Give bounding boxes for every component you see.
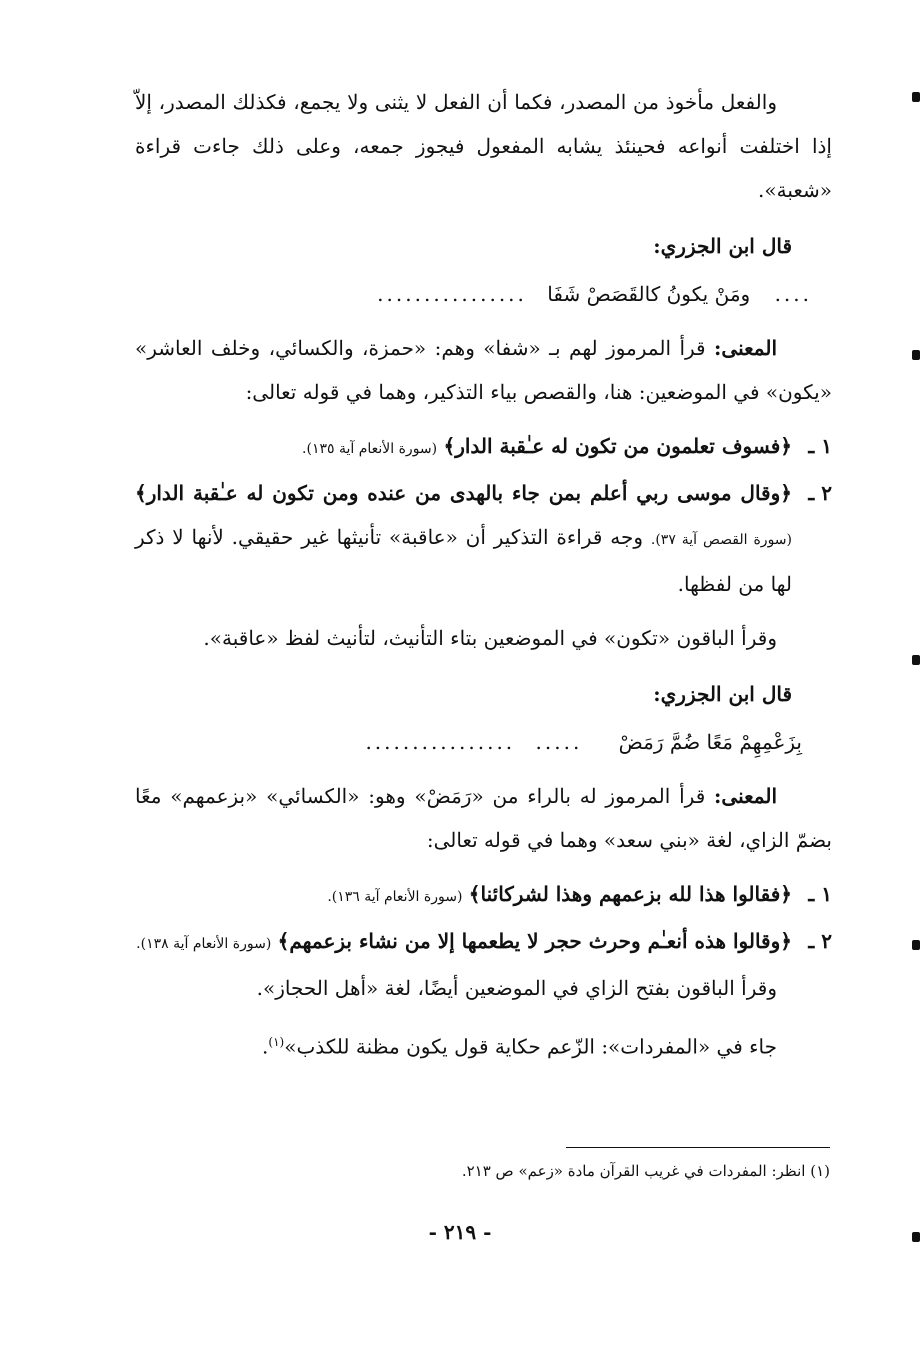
list-item-number: ٢ ـ	[808, 929, 832, 953]
list-item-number: ٢ ـ	[808, 481, 832, 505]
heading-ibn-al-jazari-2: قال ابن الجزري:	[653, 682, 792, 706]
verse-reference: (سورة الأنعام آية ١٣٦).	[327, 889, 463, 905]
meaning-text: قرأ المرموز لهم بـ «شفا» وهم: «حمزة، والكسائي، وخلف العاشر» «يكون» في الموضعين: هنا، والقصص بياء التذكير، وهما في قوله تعالى:	[135, 336, 832, 404]
list-item	[135, 919, 832, 966]
verse-dots-trail: ................	[377, 282, 527, 306]
paragraph-meaning-2	[135, 774, 832, 862]
quran-verse: ﴿فقالوا هذا لله بزعمهم وهذا لشركائنا﴾	[468, 882, 792, 906]
page-number: - ٢١٩ -	[428, 1220, 492, 1244]
meaning-label: المعنى:	[714, 784, 777, 808]
quote-end: .	[262, 1034, 269, 1059]
verse-dots-lead: ................	[365, 730, 516, 754]
heading-ibn-al-jazari-1: قال ابن الجزري:	[653, 234, 792, 258]
quote-text: جاء في «المفردات»: الزّعم حكاية قول يكون مظنة للكذب»	[284, 1034, 777, 1059]
meaning-label: المعنى:	[714, 336, 777, 360]
paragraph-mufradat-quote	[135, 1020, 832, 1069]
quran-verse: ﴿وقالوا هذه أنعـٰم وحرث حجر لا يطعمها إلا من نشاء بزعمهم﴾	[277, 929, 792, 953]
footnote-marker: (١)	[268, 1035, 285, 1049]
scan-edge-mark	[912, 940, 920, 950]
poem-verse-1	[135, 272, 832, 316]
paragraph-others-reading-2: وقرأ الباقون بفتح الزاي في الموضعين أيضًا، لغة «أهل الحجاز».	[256, 976, 777, 1000]
verse-reference: (سورة الأنعام آية ١٣٨).	[136, 936, 272, 952]
quran-verse: ﴿فسوف تعلمون من تكون له عـٰقبة الدار﴾	[443, 434, 792, 458]
item-explanation: وجه قراءة التذكير أن «عاقبة» تأنيثها غير حقيقي. لأنها لا ذكر لها من لفظها.	[135, 525, 792, 596]
verse-reference: (سورة القصص آية ٣٧).	[650, 532, 792, 548]
paragraph-intro: والفعل مأخوذ من المصدر، فكما أن الفعل لا يثنى ولا يجمع، فكذلك المصدر، إلاّ إذا اختلفت أنواعه فحينئذ يشابه المفعول فيجوز جمعه، وعلى ذلك جاءت قراءة «شعبة».	[135, 90, 832, 202]
meaning-text: قرأ المرموز له بالراء من «رَمَضْ» وهو: «الكسائي» «بزعمهم» معًا بضمّ الزاي، لغة «بني سعد» وهما في قوله تعالى:	[135, 784, 832, 852]
footnote	[130, 1158, 830, 1184]
page-body	[135, 80, 832, 1069]
verse-dots-mid: .....	[535, 730, 583, 754]
footnote-number: (١)	[810, 1162, 830, 1180]
verse-reference: (سورة الأنعام آية ١٣٥).	[302, 441, 438, 457]
quran-verse: ﴿وقال موسى ربي أعلم بمن جاء بالهدى من عنده ومن تكون له عـٰقبة الدار﴾	[135, 481, 792, 505]
list-item-number: ١ ـ	[808, 434, 832, 458]
scan-edge-mark	[912, 350, 920, 360]
verse-text: ومَنْ يكونُ كالقَصَصْ شَفَا	[547, 282, 751, 306]
paragraph-others-reading-1: وقرأ الباقون «تكون» في الموضعين بتاء التأنيث، لتأنيث لفظ «عاقبة».	[203, 626, 777, 650]
footnote-text: انظر: المفردات في غريب القرآن مادة «زعم» ص ٢١٣.	[461, 1162, 806, 1180]
list-item	[135, 471, 832, 606]
verse-dots-lead: ....	[774, 282, 812, 306]
list-item	[135, 424, 832, 471]
list-item	[135, 872, 832, 919]
poem-verse-2	[135, 720, 832, 764]
list-item-number: ١ ـ	[808, 882, 832, 906]
paragraph-meaning-1	[135, 326, 832, 414]
verse-text: بِزَعْمِهِمْ مَعًا ضُمَّ رَمَضْ	[618, 730, 802, 754]
scan-edge-mark	[912, 655, 920, 665]
scan-edge-mark	[912, 92, 920, 102]
footnote-separator	[566, 1147, 830, 1148]
